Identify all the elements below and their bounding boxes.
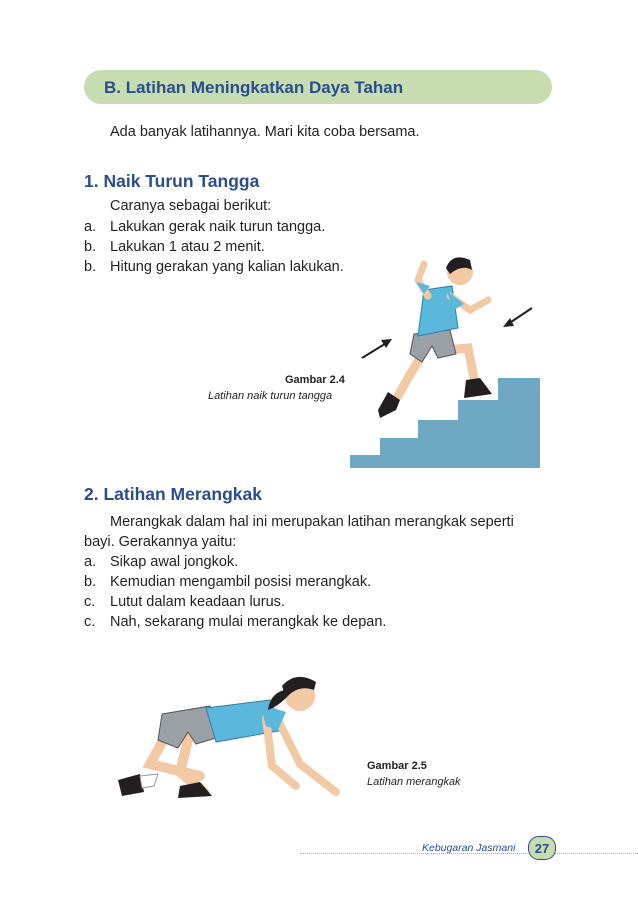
list-item: Nah, sekarang mulai merangkak ke depan.: [110, 614, 387, 630]
list-marker: c.: [84, 594, 96, 610]
list-item: Kemudian mengambil posisi merangkak.: [110, 574, 372, 590]
list-marker: c.: [84, 614, 96, 630]
heading-naik-turun-tangga: 1. Naik Turun Tangga: [84, 171, 260, 191]
list-item: Lakukan 1 atau 2 menit.: [110, 239, 265, 255]
stair-climbing-illustration: [340, 250, 570, 475]
book-title: Kebugaran Jasmani: [422, 842, 516, 854]
list-item: Lutut dalam keadaan lurus.: [110, 594, 285, 610]
list-item: Hitung gerakan yang kalian lakukan.: [110, 259, 344, 275]
list-item: Sikap awal jongkok.: [110, 554, 239, 570]
stairs-shape: [350, 378, 540, 468]
list-marker: b.: [84, 239, 97, 255]
figure-2-5-caption: Latihan merangkak: [367, 776, 461, 788]
intro-text: Ada banyak latihannya. Mari kita coba bersama.: [110, 124, 420, 140]
part1-lead: Caranya sebagai berikut:: [110, 198, 272, 214]
list-item: Lakukan gerak naik turun tangga.: [110, 219, 326, 235]
figure-2-5-title: Gambar 2.5: [367, 760, 427, 772]
figure-2-4-title: Gambar 2.4: [285, 374, 345, 386]
list-marker: a.: [84, 219, 97, 235]
list-marker: b.: [84, 259, 97, 275]
up-arrow-icon: [362, 339, 392, 358]
heading-latihan-merangkak: 2. Latihan Merangkak: [84, 484, 262, 504]
section-title: B. Latihan Meningkatkan Daya Tahan: [104, 78, 404, 97]
list-marker: a.: [84, 554, 97, 570]
crawling-illustration: [100, 668, 360, 808]
down-arrow-icon: [503, 308, 532, 327]
list-marker: b.: [84, 574, 97, 590]
part2-lead-line1: Merangkak dalam hal ini merupakan latihan merangkak seperti: [110, 514, 514, 530]
figure-2-4-caption: Latihan naik turun tangga: [208, 390, 333, 402]
page-number: 27: [528, 836, 556, 860]
part2-lead-line2: bayi. Gerakannya yaitu:: [84, 534, 237, 550]
